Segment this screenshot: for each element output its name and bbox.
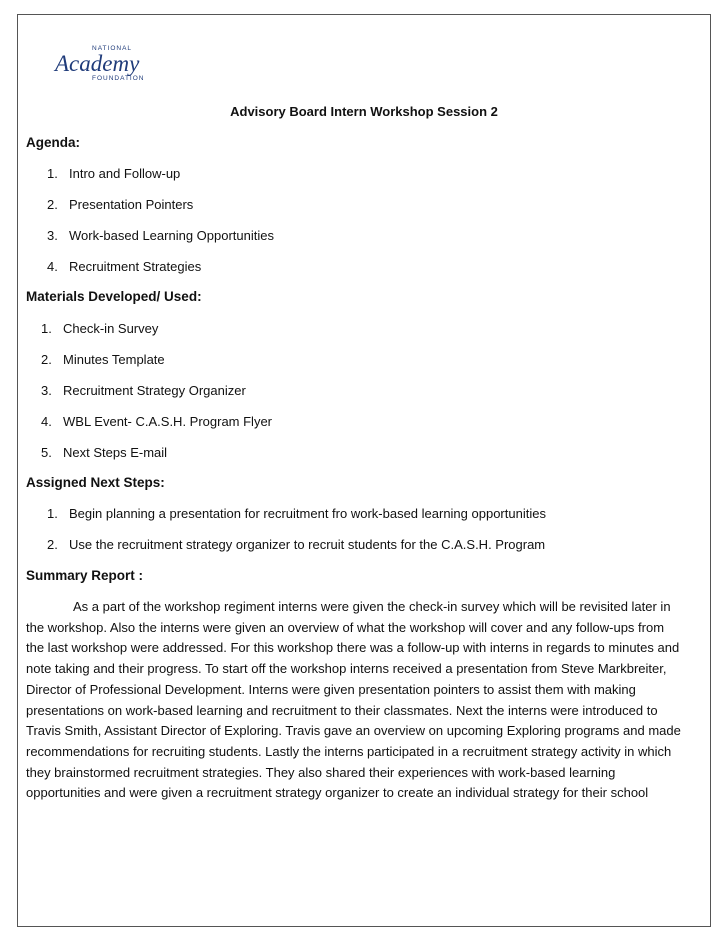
summary-line: the workshop. Also the interns were given an overview of what the workshop will cover and any follow-ups from	[26, 619, 665, 635]
list-number: 3.	[41, 383, 52, 398]
summary-heading: Summary Report :	[26, 568, 144, 583]
materials-item	[41, 321, 158, 336]
summary-line: the last workshop were addressed. For this workshop there was a follow-up with interns in regards to minutes and	[26, 640, 680, 656]
list-number: 2.	[47, 537, 58, 552]
list-number: 5.	[41, 445, 52, 460]
list-number: 1.	[47, 506, 58, 521]
summary-line: As a part of the workshop regiment interns were given the check-in survey which will be revisited later in	[73, 599, 671, 614]
list-number: 4.	[41, 414, 52, 429]
summary-line: note taking and their progress. To start off the workshop interns received a presentation from Steve Markbreiter,	[26, 661, 667, 677]
materials-item	[41, 414, 272, 429]
list-text: Recruitment Strategies	[69, 259, 202, 274]
materials-item	[41, 383, 246, 398]
list-number: 3.	[47, 228, 58, 243]
list-text: Check-in Survey	[63, 321, 159, 336]
agenda-heading: Agenda:	[26, 135, 80, 150]
list-text: Presentation Pointers	[69, 197, 194, 212]
list-text: Work-based Learning Opportunities	[69, 228, 274, 243]
summary-paragraph	[26, 597, 698, 804]
list-text: Next Steps E-mail	[63, 445, 168, 460]
list-text: Recruitment Strategy Organizer	[63, 383, 246, 398]
summary-line: Director of Professional Development. Interns were given presentation pointers to assist them with making	[26, 681, 636, 697]
agenda-item	[47, 259, 201, 274]
document-title: Advisory Board Intern Workshop Session 2	[230, 104, 498, 119]
list-text: Use the recruitment strategy organizer to recruit students for the C.A.S.H. Program	[69, 537, 546, 552]
next-steps-heading: Assigned Next Steps:	[26, 475, 165, 490]
agenda-item	[47, 228, 274, 243]
list-text: WBL Event- C.A.S.H. Program Flyer	[63, 414, 273, 429]
agenda-item	[47, 166, 180, 181]
summary-line: recommendations for recruiting students. Lastly the interns participated in a recruitment strategy activity in which	[26, 743, 672, 759]
logo-top-text: NATIONAL	[92, 45, 133, 52]
next-steps-item	[47, 506, 546, 521]
national-academy-foundation-logo	[52, 38, 172, 90]
logo-main-text: Academy	[55, 51, 140, 76]
summary-line: opportunities and were given a recruitment strategy organizer to create an individual strategy for their school	[26, 785, 649, 801]
list-number: 1.	[41, 321, 52, 336]
summary-line: Travis Smith, Assistant Director of Exploring. Travis gave an overview on upcoming Exploring programs and made	[26, 723, 681, 739]
list-text: Intro and Follow-up	[69, 166, 181, 181]
list-text: Begin planning a presentation for recruitment fro work-based learning opportunities	[69, 506, 546, 521]
logo-bottom-text: FOUNDATION	[92, 75, 145, 82]
materials-item	[41, 445, 167, 460]
next-steps-item	[47, 537, 545, 552]
summary-line: they brainstormed recruitment strategies. They also shared their experiences with work-based learning	[26, 764, 616, 780]
summary-line: presentations on work-based learning and recruitment to their classmates. Next the interns were introduced to	[26, 702, 658, 718]
list-number: 1.	[47, 166, 58, 181]
list-text: Minutes Template	[63, 352, 165, 367]
list-number: 2.	[47, 197, 58, 212]
list-number: 4.	[47, 259, 58, 274]
agenda-item	[47, 197, 193, 212]
materials-heading: Materials Developed/ Used:	[26, 289, 202, 304]
list-number: 2.	[41, 352, 52, 367]
materials-item	[41, 352, 165, 367]
